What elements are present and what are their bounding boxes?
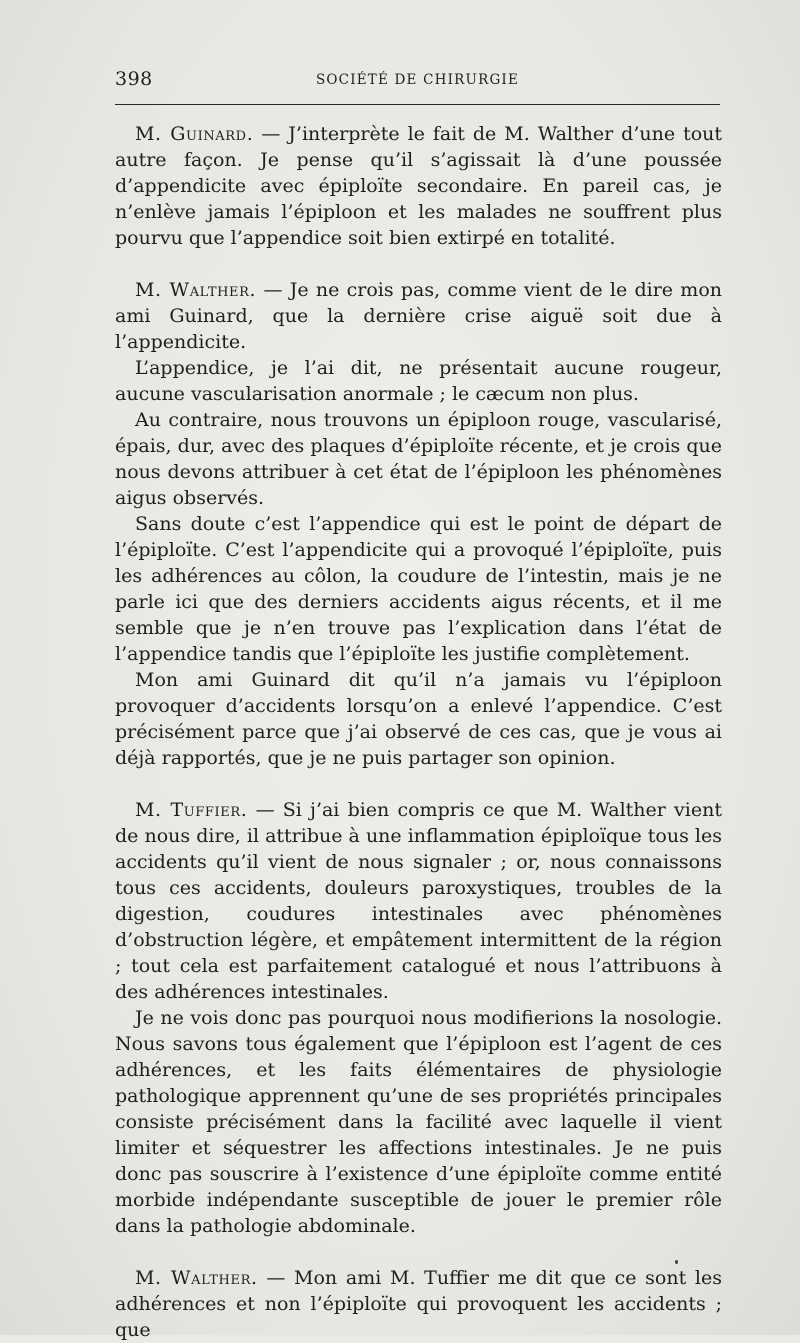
paragraph-text: — J’interprète le fait de M. Walther d’une tout autre façon. Je pense qu’il s’agissait là d’une poussée d’appendicite avec épiploïte secondaire. En pareil cas, je n’enlève jamais l’épiploon et les malades ne souffrent plus pourvu que l’appendice soit bien extirpé en totalité. [115,123,723,249]
header-rule [115,104,720,105]
speaker-name: M. Tuffier. [135,799,248,821]
paragraph-text: — Je ne crois pas, comme vient de le dire mon ami Guinard, que la dernière crise aiguë soit due à l’appendicite. [115,279,722,353]
page-number: 398 [115,68,153,90]
speaker-name: M. Walther. [135,1267,258,1289]
body-text [115,121,722,1343]
paragraph-text: Au contraire, nous trouvons un épiploon rouge, vascularisé, épais, dur, avec des plaques d’épiploïte récente, et je crois que nous devons attribuer à cet état de l’épiploon les phénomènes aigus observés. [115,409,722,509]
paragraph-text: Je ne vois donc pas pourquoi nous modifierions la nosologie. Nous savons tous également que l’épiploon est l’agent de ces adhérences, et les faits élémentaires de physiologie pathologique apprennent qu’une de ses propriétés principales consiste précisément dans la facilité avec laquelle il vient limiter et séquestrer les affections intestinales. Je ne puis donc pas souscrire à l’existence d’une épiploïte comme entité morbide indépendante susceptible de jouer le premier rôle dans la pathologie abdominale. [115,1007,722,1237]
page-header [115,68,720,98]
speaker-name: M. Guinard. [135,123,254,145]
paragraph [115,355,722,407]
paragraph-text: Mon ami Guinard dit qu’il n’a jamais vu l’épiploon provoquer d’accidents lorsqu’on a enlevé l’appendice. C’est précisément parce que j’ai observé de ces cas, que je vous ai déjà rapportés, que je ne puis partager son opinion. [115,669,722,769]
paragraph [115,511,722,667]
paragraph-text: — Si j’ai bien compris ce que M. Walther vient de nous dire, il attribue à une inflammation épiploïque tous les accidents qu’il vient de nous signaler ; or, nous connaissons tous ces accidents, douleurs paroxystiques, troubles de la digestion, coudures intestinales avec phénomènes d’obstruction légère, et empâtement intermittent de la région ; tout cela est parfaitement catalogué et nous l’attribuons à des adhérences intestinales. [115,799,722,1003]
speaker-name: M. Walther. [135,279,257,301]
ink-speck [675,1260,678,1264]
paragraph-text: — Mon ami M. Tuffier me dit que ce sont les adhérences et non l’épiploïte qui provoquent les accidents ; que [115,1267,723,1341]
paragraph [115,667,722,771]
paragraph-guinard [115,121,722,251]
paragraph [115,1005,722,1239]
running-head: SOCIÉTÉ DE CHIRURGIE [315,72,520,88]
paragraph-text: L’appendice, je l’ai dit, ne présentait aucune rougeur, aucune vascularisation anormale ; le cæcum non plus. [115,357,722,405]
paragraph-tuffier [115,797,722,1005]
paragraph-walther [115,277,722,355]
paragraph-text: Sans doute c’est l’appendice qui est le point de départ de l’épiploïte. C’est l’appendicite qui a provoqué l’épiploïte, puis les adhérences au côlon, la coudure de l’intestin, mais je ne parle ici que des derniers accidents aigus récents, et il me semble que je n’en trouve pas l’explication dans l’état de l’appendice tandis que l’épiploïte les justifie complètement. [115,513,722,665]
paragraph-walther-reply [115,1265,722,1343]
paragraph [115,407,722,511]
